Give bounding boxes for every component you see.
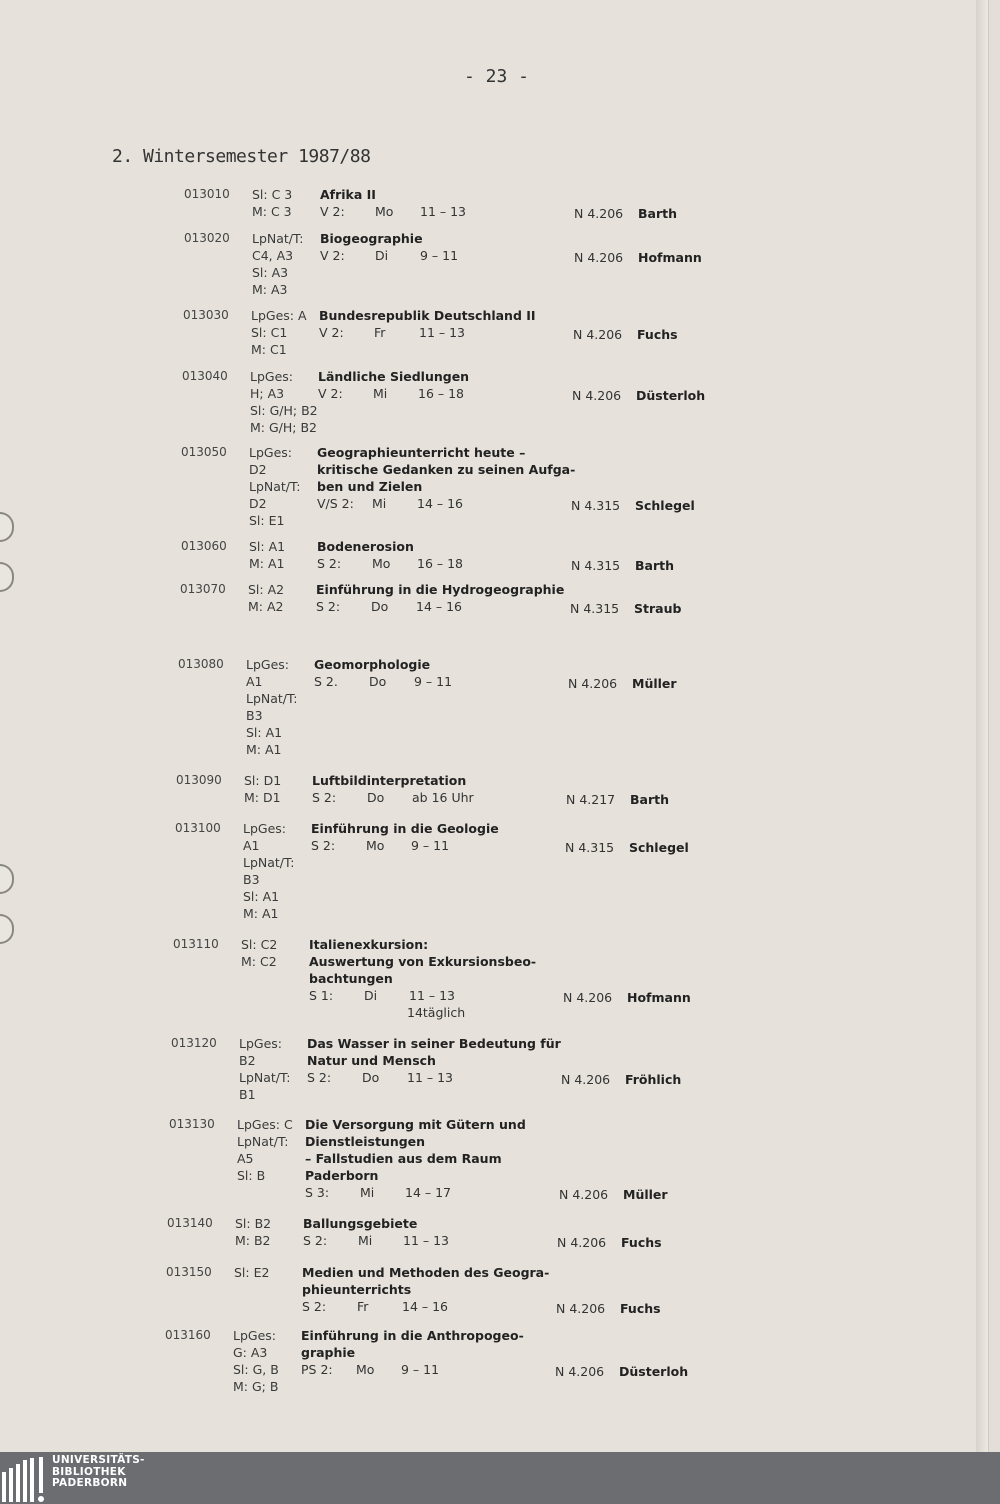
- punch-hole: [0, 914, 14, 944]
- library-name: [52, 1455, 145, 1490]
- course-day: Mo: [356, 1362, 375, 1377]
- page-edge: [976, 0, 988, 1452]
- room-number: N 4.206: [561, 1072, 611, 1087]
- course-day: Mo: [372, 556, 391, 571]
- course-title: [301, 1327, 524, 1361]
- course-type: S 2:: [307, 1070, 332, 1085]
- room-number: N 4.206: [568, 676, 618, 691]
- course-title: [305, 1116, 526, 1184]
- course-type: S 2:: [302, 1299, 327, 1314]
- code-line: LpNat/T:: [246, 691, 298, 706]
- title-line: Medien und Methoden des Geogra-: [302, 1265, 550, 1280]
- library-name-line: BIBLIOTHEK: [52, 1465, 126, 1478]
- lecturer-name: Schlegel: [635, 498, 695, 513]
- course-time: 16 – 18: [418, 386, 465, 401]
- title-line: Einführung in die Anthropogeo-: [301, 1328, 524, 1343]
- course-time: 16 – 18: [417, 556, 464, 571]
- course-time: 9 – 11: [414, 674, 453, 689]
- section-title: 2. Wintersemester 1987/88: [112, 146, 371, 167]
- code-line: C4, A3: [252, 248, 294, 263]
- title-line: Ballungsgebiete: [303, 1216, 418, 1231]
- course-number: 013130: [169, 1117, 215, 1131]
- code-line: M: D1: [244, 790, 281, 805]
- code-line: H; A3: [250, 386, 285, 401]
- course-codes: [235, 1215, 271, 1249]
- lecturer-name: Barth: [638, 206, 678, 221]
- code-line: LpNat/T:: [252, 231, 304, 246]
- course-type: PS 2:: [301, 1362, 333, 1377]
- course-type: V 2:: [318, 386, 343, 401]
- room-number: N 4.206: [572, 388, 622, 403]
- library-name-line: PADERBORN: [52, 1477, 128, 1489]
- title-line: Biogeographie: [320, 231, 423, 246]
- course-number: 013140: [167, 1216, 213, 1230]
- course-codes: [237, 1116, 293, 1184]
- room-number: N 4.206: [559, 1187, 609, 1202]
- code-line: B2: [239, 1053, 256, 1068]
- code-line: Sl: C2: [241, 937, 278, 952]
- title-line: graphie: [301, 1345, 356, 1360]
- footer-bar: [0, 1452, 1000, 1504]
- course-day: Mi: [373, 386, 388, 401]
- course-time: 9 – 11: [420, 248, 459, 263]
- code-line: LpGes:: [243, 821, 286, 836]
- course-title: [320, 230, 423, 247]
- code-line: D2: [249, 462, 267, 477]
- title-line: Geographieunterricht heute –: [317, 445, 526, 460]
- course-codes: [248, 581, 284, 615]
- course-title: [317, 444, 575, 495]
- lecturer-name: Barth: [635, 558, 675, 573]
- page-number: - 23 -: [464, 66, 530, 87]
- course-day: Di: [364, 988, 378, 1003]
- room-number: N 4.206: [563, 990, 613, 1005]
- course-number: 013110: [173, 937, 219, 951]
- lecturer-name: Düsterloh: [636, 388, 706, 403]
- title-line: Das Wasser in seiner Bedeutung für: [307, 1036, 561, 1051]
- course-day: Mi: [358, 1233, 373, 1248]
- course-number: 013010: [184, 187, 230, 201]
- course-time: 11 – 13: [403, 1233, 450, 1248]
- course-type: S 2:: [312, 790, 337, 805]
- title-line: – Fallstudien aus dem Raum: [305, 1151, 502, 1166]
- course-time: 11 – 13: [419, 325, 466, 340]
- course-type: S 2:: [311, 838, 336, 853]
- course-time: 11 – 13: [420, 204, 467, 219]
- room-number: N 4.315: [571, 498, 621, 513]
- room-number: N 4.315: [570, 601, 620, 616]
- code-line: LpGes:: [249, 445, 292, 460]
- course-number: 013020: [184, 231, 230, 245]
- course-codes: [239, 1035, 291, 1103]
- code-line: Sl: G/H; B2: [250, 403, 318, 418]
- lecturer-name: Schlegel: [629, 840, 689, 855]
- code-line: LpGes: C: [237, 1117, 293, 1132]
- course-number: 013070: [180, 582, 226, 596]
- room-number: N 4.206: [556, 1301, 606, 1316]
- lecturer-name: Fuchs: [620, 1301, 661, 1316]
- course-codes: [252, 230, 304, 298]
- code-line: Sl: C 3: [252, 187, 293, 202]
- course-day: Mo: [375, 204, 394, 219]
- code-line: Sl: B: [237, 1168, 266, 1183]
- course-number: 013030: [183, 308, 229, 322]
- course-codes: [243, 820, 295, 922]
- title-line: Auswertung von Exkursionsbeo-: [309, 954, 537, 969]
- course-time: ab 16 Uhr: [412, 790, 474, 805]
- lecturer-name: Fröhlich: [625, 1072, 682, 1087]
- course-time: 11 – 13: [407, 1070, 454, 1085]
- code-line: M: A3: [252, 282, 288, 297]
- room-number: N 4.206: [574, 206, 624, 221]
- course-number: 013120: [171, 1036, 217, 1050]
- title-line: Italienexkursion:: [309, 937, 429, 952]
- title-line: Bundesrepublik Deutschland II: [319, 308, 536, 323]
- course-title: [309, 936, 536, 987]
- course-type: V/S 2:: [317, 496, 354, 511]
- course-time: 9 – 11: [401, 1362, 440, 1377]
- course-day: Di: [375, 248, 389, 263]
- code-line: LpGes:: [233, 1328, 276, 1343]
- lecturer-name: Hofmann: [638, 250, 702, 265]
- lecturer-name: Müller: [632, 676, 677, 691]
- course-codes: [234, 1264, 269, 1281]
- course-type: S 3:: [305, 1185, 330, 1200]
- code-line: Sl: D1: [244, 773, 282, 788]
- course-time: 14 – 16: [416, 599, 463, 614]
- course-title: [318, 368, 469, 385]
- course-codes: [251, 307, 307, 358]
- course-number: 013150: [166, 1265, 212, 1279]
- punch-hole: [0, 512, 14, 542]
- lecturer-name: Müller: [623, 1187, 668, 1202]
- code-line: G: A3: [233, 1345, 268, 1360]
- code-line: Sl: A1: [249, 539, 286, 554]
- title-line: Dienstleistungen: [305, 1134, 426, 1149]
- course-time: 11 – 13: [409, 988, 456, 1003]
- code-line: B3: [243, 872, 260, 887]
- title-line: Afrika II: [320, 187, 376, 202]
- code-line: LpNat/T:: [239, 1070, 291, 1085]
- library-logo-icon: [0, 1458, 46, 1502]
- title-line: Geomorphologie: [314, 657, 431, 672]
- course-codes: [249, 444, 301, 529]
- course-type: V 2:: [320, 248, 345, 263]
- course-time: 14 – 16: [402, 1299, 449, 1314]
- course-day: Mi: [372, 496, 387, 511]
- code-line: M: C 3: [252, 204, 292, 219]
- room-number: N 4.217: [566, 792, 616, 807]
- title-line: kritische Gedanken zu seinen Aufga-: [317, 462, 576, 477]
- course-note: 14täglich: [407, 1005, 466, 1020]
- code-line: Sl: A3: [252, 265, 289, 280]
- title-line: bachtungen: [309, 971, 393, 986]
- course-title: [320, 186, 376, 203]
- code-line: LpNat/T:: [237, 1134, 289, 1149]
- course-time: 14 – 17: [405, 1185, 452, 1200]
- course-title: [307, 1035, 561, 1069]
- room-number: N 4.315: [565, 840, 615, 855]
- code-line: Sl: E1: [249, 513, 285, 528]
- title-line: ben und Zielen: [317, 479, 423, 494]
- course-day: Do: [362, 1070, 380, 1085]
- lecturer-name: Düsterloh: [619, 1364, 689, 1379]
- code-line: A1: [246, 674, 263, 689]
- code-line: M: A2: [248, 599, 284, 614]
- title-line: Einführung in die Hydrogeographie: [316, 582, 565, 597]
- code-line: Sl: C1: [251, 325, 288, 340]
- title-line: Paderborn: [305, 1168, 379, 1183]
- code-line: M: A1: [243, 906, 279, 921]
- title-line: Bodenerosion: [317, 539, 414, 554]
- code-line: LpGes: A: [251, 308, 307, 323]
- room-number: N 4.206: [557, 1235, 607, 1250]
- lecturer-name: Straub: [634, 601, 682, 616]
- title-line: phieunterrichts: [302, 1282, 412, 1297]
- code-line: Sl: A2: [248, 582, 285, 597]
- code-line: M: G; B: [233, 1379, 279, 1394]
- code-line: Sl: A1: [246, 725, 283, 740]
- course-number: 013100: [175, 821, 221, 835]
- course-type: V 2:: [320, 204, 345, 219]
- course-number: 013060: [181, 539, 227, 553]
- course-day: Mo: [366, 838, 385, 853]
- room-number: N 4.206: [573, 327, 623, 342]
- title-line: Die Versorgung mit Gütern und: [305, 1117, 526, 1132]
- course-type: S 2:: [316, 599, 341, 614]
- title-line: Natur und Mensch: [307, 1053, 436, 1068]
- title-line: Einführung in die Geologie: [311, 821, 499, 836]
- code-line: LpGes:: [239, 1036, 282, 1051]
- course-title: [319, 307, 536, 324]
- code-line: Sl: B2: [235, 1216, 272, 1231]
- room-number: N 4.206: [574, 250, 624, 265]
- lecturer-name: Hofmann: [627, 990, 691, 1005]
- course-type: V 2:: [319, 325, 344, 340]
- course-title: [312, 772, 466, 789]
- course-title: [302, 1264, 549, 1298]
- course-title: [314, 656, 430, 673]
- course-day: Fr: [374, 325, 386, 340]
- course-codes: [252, 186, 292, 220]
- course-day: Fr: [357, 1299, 369, 1314]
- course-title: [317, 538, 414, 555]
- code-line: D2: [249, 496, 267, 511]
- lecturer-name: Barth: [630, 792, 670, 807]
- code-line: Sl: E2: [234, 1265, 270, 1280]
- course-codes: [249, 538, 285, 572]
- code-line: M: B2: [235, 1233, 271, 1248]
- lecturer-name: Fuchs: [637, 327, 678, 342]
- course-type: S 2:: [317, 556, 342, 571]
- code-line: LpNat/T:: [249, 479, 301, 494]
- course-time: 14 – 16: [417, 496, 464, 511]
- course-codes: [233, 1327, 279, 1395]
- code-line: A1: [243, 838, 260, 853]
- title-line: Luftbildinterpretation: [312, 773, 467, 788]
- code-line: M: G/H; B2: [250, 420, 317, 435]
- course-codes: [241, 936, 277, 970]
- course-number: 013090: [176, 773, 222, 787]
- course-day: Do: [371, 599, 389, 614]
- code-line: M: C1: [251, 342, 287, 357]
- code-line: M: A1: [246, 742, 282, 757]
- code-line: B1: [239, 1087, 256, 1102]
- punch-hole: [0, 864, 14, 894]
- code-line: M: A1: [249, 556, 285, 571]
- course-codes: [250, 368, 318, 436]
- course-number: 013160: [165, 1328, 211, 1342]
- code-line: LpNat/T:: [243, 855, 295, 870]
- course-time: 9 – 11: [411, 838, 450, 853]
- course-number: 013050: [181, 445, 227, 459]
- code-line: LpGes:: [250, 369, 293, 384]
- code-line: LpGes:: [246, 657, 289, 672]
- course-type: S 1:: [309, 988, 334, 1003]
- room-number: N 4.315: [571, 558, 621, 573]
- punch-hole: [0, 562, 14, 592]
- library-name-line: UNIVERSITÄTS-: [52, 1454, 145, 1466]
- title-line: Ländliche Siedlungen: [318, 369, 470, 384]
- course-day: Do: [367, 790, 385, 805]
- course-number: 013080: [178, 657, 224, 671]
- course-title: [303, 1215, 417, 1232]
- course-title: [316, 581, 564, 598]
- code-line: Sl: G, B: [233, 1362, 279, 1377]
- code-line: B3: [246, 708, 263, 723]
- code-line: Sl: A1: [243, 889, 280, 904]
- course-day: Do: [369, 674, 387, 689]
- course-type: S 2:: [303, 1233, 328, 1248]
- code-line: M: C2: [241, 954, 277, 969]
- lecturer-name: Fuchs: [621, 1235, 662, 1250]
- course-type: S 2.: [314, 674, 338, 689]
- course-day: Mi: [360, 1185, 375, 1200]
- course-codes: [244, 772, 281, 806]
- room-number: N 4.206: [555, 1364, 605, 1379]
- course-codes: [246, 656, 298, 758]
- code-line: A5: [237, 1151, 254, 1166]
- course-number: 013040: [182, 369, 228, 383]
- course-title: [311, 820, 499, 837]
